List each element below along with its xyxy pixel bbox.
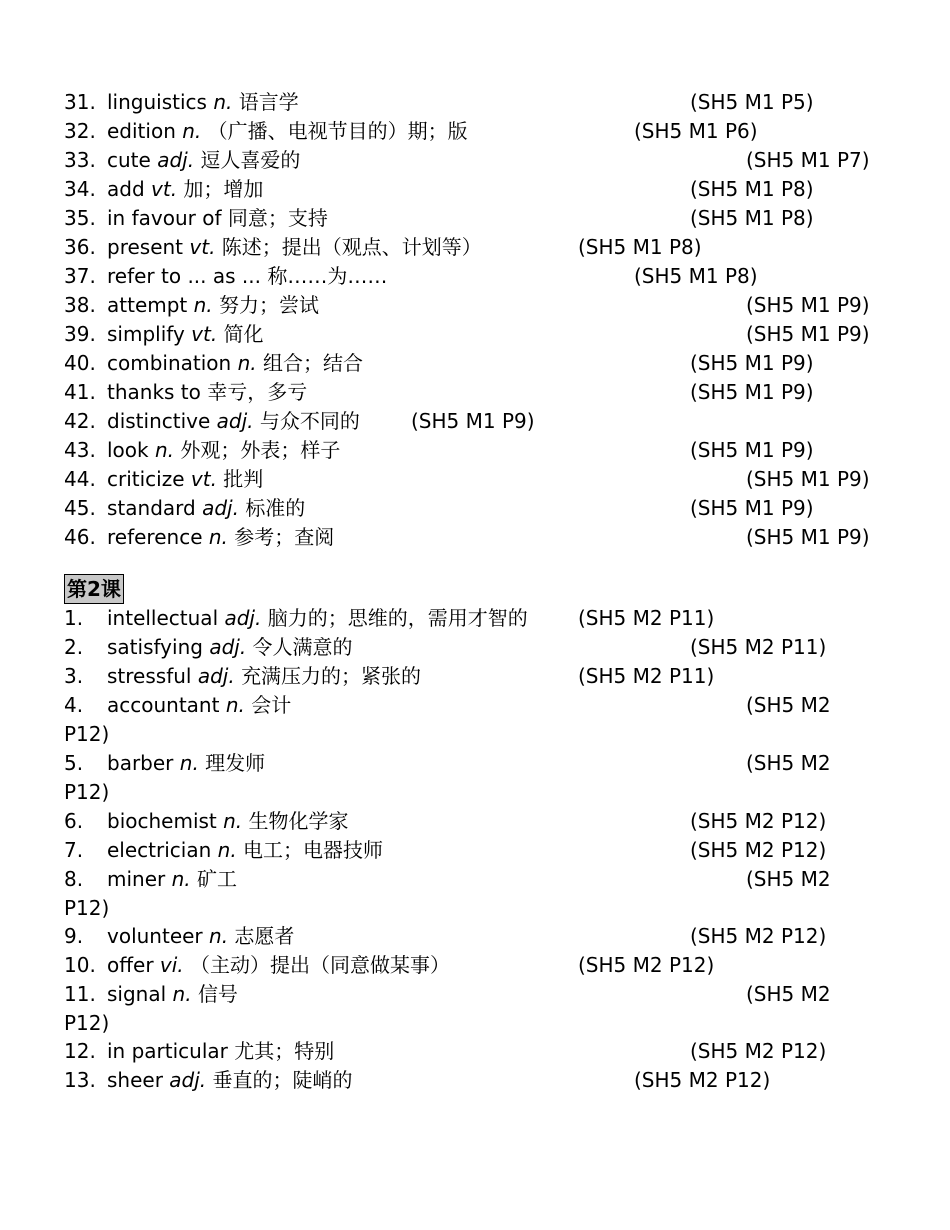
- vocab-entry: [0, 378, 950, 407]
- entry-reference: (SH5 M2 P11): [578, 606, 715, 630]
- entry-word: in particular: [107, 1039, 228, 1063]
- entry-word: in favour of: [107, 206, 222, 230]
- entry-pos: n.: [154, 438, 175, 462]
- entry-text: [107, 865, 237, 894]
- entry-number: 37.: [64, 264, 96, 288]
- entry-text: [107, 633, 353, 662]
- entry-word: satisfying: [107, 635, 203, 659]
- entry-meaning: 电工；电器技师: [243, 838, 384, 862]
- entry-number: 2.: [64, 635, 84, 659]
- entry-number: 38.: [64, 293, 96, 317]
- entry-word: combination: [107, 351, 232, 375]
- entry-pos: n.: [171, 867, 191, 891]
- entry-meaning: 语言学: [238, 90, 299, 114]
- vocab-entry: [0, 836, 950, 865]
- entry-reference: (SH5 M1 P9): [690, 351, 814, 375]
- vocab-entry: [0, 291, 950, 320]
- entry-text: [107, 204, 328, 233]
- entry-text: [107, 1037, 334, 1066]
- entry-text: [107, 1066, 353, 1095]
- entry-reference-wrap: [0, 894, 950, 923]
- entry-pos: n.: [172, 982, 192, 1006]
- entry-number: 12.: [64, 1039, 96, 1063]
- entry-meaning: 幸亏，多亏: [207, 380, 308, 404]
- entry-pos: vt.: [190, 467, 217, 491]
- entry-reference-tail: P12): [64, 896, 110, 920]
- vocab-entry: [0, 865, 950, 894]
- entry-meaning: 外观；外表；样子: [180, 438, 341, 462]
- entry-number: 5.: [64, 751, 84, 775]
- entry-meaning: 陈述；提出（观点、计划等）: [221, 235, 482, 259]
- entry-text: [107, 117, 468, 146]
- entry-pos: adj.: [216, 409, 254, 433]
- vocab-entry: [0, 691, 950, 720]
- entry-word: look: [107, 438, 149, 462]
- entry-number: 7.: [64, 838, 84, 862]
- entry-word: volunteer: [107, 924, 203, 948]
- entry-reference-wrap: [0, 1009, 950, 1038]
- entry-meaning: 同意；支持: [227, 206, 328, 230]
- vocab-entry: [0, 465, 950, 494]
- entry-text: [107, 980, 238, 1009]
- vocab-entry: [0, 807, 950, 836]
- entry-reference-wrap: [0, 720, 950, 749]
- entry-reference: (SH5 M1 P9): [746, 293, 870, 317]
- entry-text: [107, 604, 528, 633]
- entry-meaning: 逗人喜爱的: [200, 148, 301, 172]
- entry-pos: n.: [217, 838, 237, 862]
- entry-pos: adj.: [169, 1068, 207, 1092]
- entry-meaning: 志愿者: [234, 924, 295, 948]
- entry-pos: n.: [223, 809, 243, 833]
- entry-word: stressful: [107, 664, 192, 688]
- entry-number: 41.: [64, 380, 96, 404]
- entry-reference: (SH5 M2: [746, 867, 831, 891]
- entry-pos: n.: [213, 90, 233, 114]
- entry-reference: (SH5 M2 P12): [578, 953, 715, 977]
- vocab-entry: [0, 175, 950, 204]
- entry-reference: (SH5 M2 P12): [634, 1068, 771, 1092]
- entry-reference: (SH5 M1 P9): [746, 525, 870, 549]
- entry-pos: adj.: [224, 606, 262, 630]
- entry-number: 40.: [64, 351, 96, 375]
- vocab-entry: [0, 88, 950, 117]
- entry-meaning: 充满压力的；紧张的: [241, 664, 422, 688]
- entry-reference: (SH5 M1 P7): [746, 148, 870, 172]
- entry-reference: (SH5 M2: [746, 982, 831, 1006]
- vocab-entry: [0, 633, 950, 662]
- entry-word: biochemist: [107, 809, 217, 833]
- entry-number: 33.: [64, 148, 96, 172]
- entry-text: [107, 291, 319, 320]
- entry-text: [107, 262, 387, 291]
- entry-pos: vt.: [151, 177, 178, 201]
- entry-pos: adj.: [197, 664, 235, 688]
- entry-number: 39.: [64, 322, 96, 346]
- entry-reference: (SH5 M1 P6): [634, 119, 758, 143]
- entry-pos: n.: [179, 751, 199, 775]
- entry-word: signal: [107, 982, 167, 1006]
- entry-meaning: 信号: [197, 982, 238, 1006]
- entry-number: 10.: [64, 953, 96, 977]
- entry-reference: (SH5 M1 P9): [690, 496, 814, 520]
- entry-number: 44.: [64, 467, 96, 491]
- vocab-entry: [0, 436, 950, 465]
- entry-word: present: [107, 235, 184, 259]
- entry-word: standard: [107, 496, 196, 520]
- entry-text: [107, 523, 334, 552]
- entry-number: 46.: [64, 525, 96, 549]
- entry-word: distinctive: [107, 409, 211, 433]
- entry-word: miner: [107, 867, 166, 891]
- vocab-entry: [0, 951, 950, 980]
- entry-text: [107, 407, 360, 436]
- entry-meaning: （广播、电视节目的）期；版: [207, 119, 468, 143]
- entry-text: [107, 691, 291, 720]
- entry-meaning: 矿工: [197, 867, 238, 891]
- entry-text: [107, 378, 307, 407]
- entry-text: [107, 836, 383, 865]
- vocab-entry: [0, 523, 950, 552]
- entry-meaning: 垂直的；陡峭的: [212, 1068, 353, 1092]
- entry-reference: (SH5 M1 P5): [690, 90, 814, 114]
- entry-reference-tail: P12): [64, 780, 110, 804]
- entry-word: linguistics: [107, 90, 207, 114]
- vocab-entry: [0, 204, 950, 233]
- vocab-entry: [0, 922, 950, 951]
- entry-reference: (SH5 M1 P8): [690, 206, 814, 230]
- entry-reference: (SH5 M2 P12): [690, 924, 827, 948]
- entry-number: 36.: [64, 235, 96, 259]
- entry-text: [107, 146, 300, 175]
- entry-pos: vi.: [159, 953, 184, 977]
- entry-pos: n.: [182, 119, 202, 143]
- vocab-entry: [0, 1066, 950, 1095]
- vocab-entry: [0, 117, 950, 146]
- entry-meaning: 令人满意的: [252, 635, 353, 659]
- entry-reference: (SH5 M2 P11): [578, 664, 715, 688]
- entry-reference: (SH5 M2 P11): [690, 635, 827, 659]
- entry-text: [107, 349, 363, 378]
- entry-text: [107, 951, 450, 980]
- entry-number: 1.: [64, 606, 84, 630]
- vocab-entry: [0, 1037, 950, 1066]
- entry-word: barber: [107, 751, 174, 775]
- entry-word: edition: [107, 119, 176, 143]
- entry-pos: adj.: [202, 496, 239, 520]
- entry-pos: adj.: [209, 635, 247, 659]
- entry-reference: (SH5 M1 P8): [690, 177, 814, 201]
- entry-pos: n.: [193, 293, 213, 317]
- entry-pos: adj.: [157, 148, 195, 172]
- entry-meaning: 与众不同的: [259, 409, 360, 433]
- entry-reference: (SH5 M2 P12): [690, 1039, 827, 1063]
- vocab-entry: [0, 349, 950, 378]
- entry-reference: (SH5 M1 P9): [411, 409, 535, 433]
- entry-text: [107, 807, 349, 836]
- entry-pos: vt.: [191, 322, 218, 346]
- entry-meaning: 加；增加: [183, 177, 264, 201]
- vocab-entry: [0, 233, 950, 262]
- entry-number: 11.: [64, 982, 96, 1006]
- entry-reference: (SH5 M1 P9): [746, 467, 870, 491]
- entry-pos: n.: [209, 924, 229, 948]
- entry-text: [107, 494, 305, 523]
- entry-meaning: 标准的: [245, 496, 306, 520]
- entry-meaning: 称……为……: [267, 264, 388, 288]
- vocab-entry: [0, 494, 950, 523]
- entry-text: [107, 749, 265, 778]
- entry-meaning: 组合；结合: [262, 351, 363, 375]
- entry-text: [107, 436, 340, 465]
- entry-number: 6.: [64, 809, 84, 833]
- entry-number: 43.: [64, 438, 96, 462]
- entry-word: accountant: [107, 693, 220, 717]
- vocab-entry: [0, 604, 950, 633]
- entry-word: cute: [107, 148, 151, 172]
- entry-word: criticize: [107, 467, 185, 491]
- entry-text: [107, 233, 482, 262]
- entry-text: [107, 88, 299, 117]
- vocab-entry: [0, 320, 950, 349]
- entry-reference: (SH5 M1 P9): [690, 380, 814, 404]
- entry-number: 4.: [64, 693, 84, 717]
- entry-meaning: 尤其；特别: [234, 1039, 335, 1063]
- vocab-entry: [0, 662, 950, 691]
- entry-number: 8.: [64, 867, 84, 891]
- entry-reference: (SH5 M2 P12): [690, 838, 827, 862]
- entry-number: 13.: [64, 1068, 96, 1092]
- entry-word: electrician: [107, 838, 212, 862]
- entry-word: refer to ... as ...: [107, 264, 261, 288]
- entry-word: sheer: [107, 1068, 163, 1092]
- vocab-entry: [0, 146, 950, 175]
- entry-number: 3.: [64, 664, 84, 688]
- vocab-entry: [0, 749, 950, 778]
- entry-meaning: 努力；尝试: [219, 293, 320, 317]
- entry-text: [107, 320, 264, 349]
- entry-text: [107, 465, 263, 494]
- entry-meaning: 脑力的；思维的，需用才智的: [267, 606, 528, 630]
- entry-meaning: （主动）提出（同意做某事）: [190, 953, 451, 977]
- entry-pos: n.: [237, 351, 257, 375]
- entry-number: 32.: [64, 119, 96, 143]
- entry-reference: (SH5 M1 P8): [578, 235, 702, 259]
- vocab-entry: [0, 262, 950, 291]
- entry-reference: (SH5 M1 P9): [690, 438, 814, 462]
- entry-text: [107, 662, 421, 691]
- entry-meaning: 会计: [251, 693, 292, 717]
- entry-reference-wrap: [0, 778, 950, 807]
- entry-reference: (SH5 M2: [746, 693, 831, 717]
- entry-word: simplify: [107, 322, 185, 346]
- entry-meaning: 简化: [223, 322, 264, 346]
- entry-reference: (SH5 M2: [746, 751, 831, 775]
- entry-word: intellectual: [107, 606, 219, 630]
- entry-word: attempt: [107, 293, 188, 317]
- entry-number: 35.: [64, 206, 96, 230]
- entry-word: add: [107, 177, 145, 201]
- entry-word: offer: [107, 953, 154, 977]
- entry-number: 31.: [64, 90, 96, 114]
- entry-pos: n.: [208, 525, 228, 549]
- entry-number: 45.: [64, 496, 96, 520]
- entry-reference: (SH5 M1 P8): [634, 264, 758, 288]
- vocab-entry: [0, 407, 950, 436]
- entry-reference: (SH5 M1 P9): [746, 322, 870, 346]
- entry-number: 9.: [64, 924, 84, 948]
- entry-meaning: 批判: [223, 467, 264, 491]
- entry-reference: (SH5 M2 P12): [690, 809, 827, 833]
- entry-reference-tail: P12): [64, 722, 110, 746]
- entry-number: 34.: [64, 177, 96, 201]
- entry-meaning: 生物化学家: [248, 809, 349, 833]
- section-heading: 第2课: [64, 574, 124, 604]
- entry-meaning: 参考；查阅: [234, 525, 335, 549]
- entry-number: 42.: [64, 409, 96, 433]
- entry-word: reference: [107, 525, 203, 549]
- entry-reference-tail: P12): [64, 1011, 110, 1035]
- entry-meaning: 理发师: [205, 751, 266, 775]
- entry-pos: vt.: [189, 235, 216, 259]
- entry-text: [107, 175, 263, 204]
- entry-pos: n.: [225, 693, 245, 717]
- vocab-entry: [0, 980, 950, 1009]
- entry-word: thanks to: [107, 380, 201, 404]
- entry-text: [107, 922, 294, 951]
